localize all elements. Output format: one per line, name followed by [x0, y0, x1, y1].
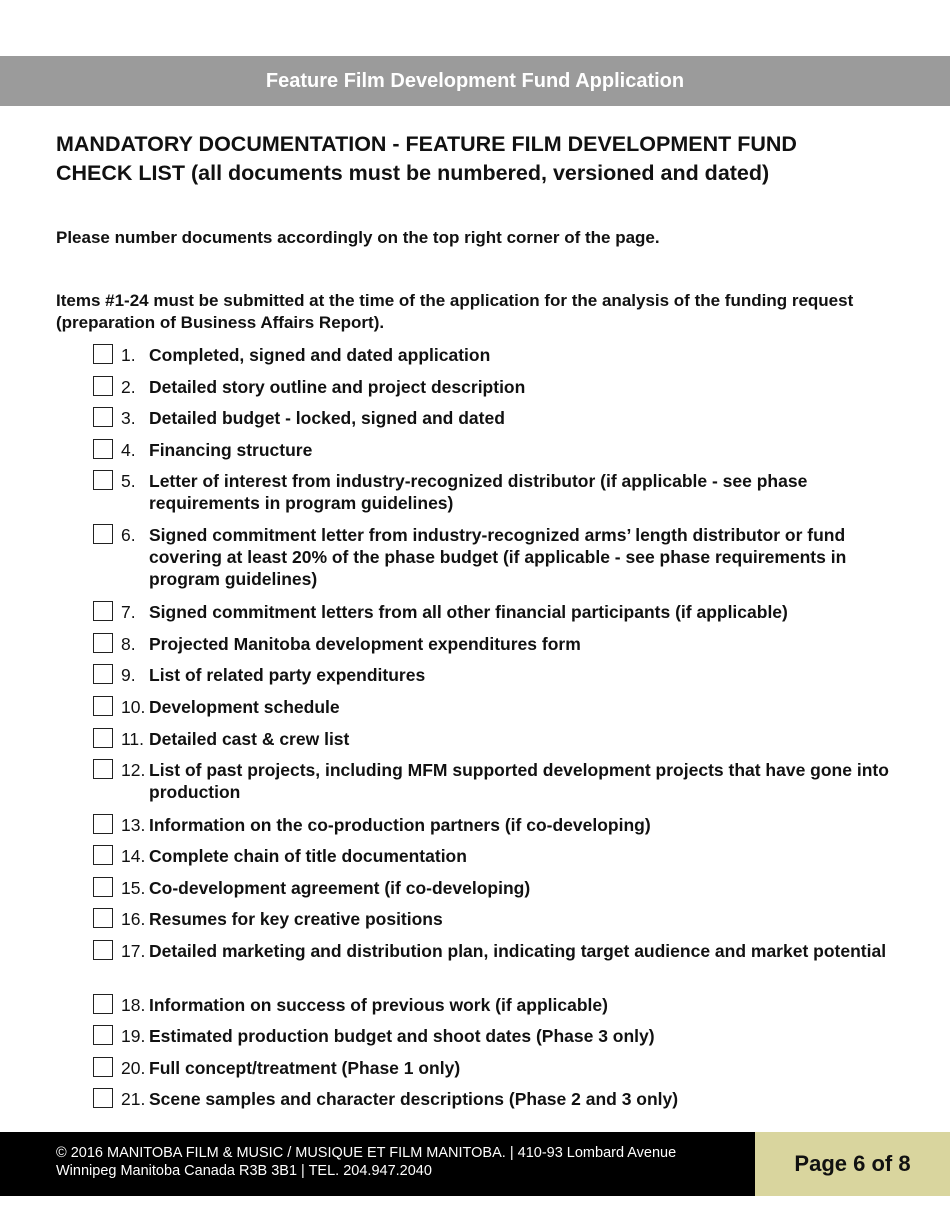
numbering-instruction: Please number documents accordingly on the top right corner of the page. [56, 228, 660, 247]
item-text: List of related party expenditures [149, 665, 426, 685]
checkbox[interactable] [93, 601, 113, 621]
item-number: 5. [121, 471, 136, 491]
checkbox[interactable] [93, 344, 113, 364]
page-title [56, 130, 906, 188]
checkbox[interactable] [93, 814, 113, 834]
item-number: 1. [121, 345, 136, 365]
item-number: 18. [121, 995, 146, 1015]
page-number-label: Page 6 of 8 [794, 1151, 911, 1176]
footer-line-1: © 2016 MANITOBA FILM & MUSIC / MUSIQUE ET FILM MANITOBA. | 410-93 Lombard Avenue [56, 1145, 677, 1161]
item-number: 17. [121, 941, 146, 961]
item-text: Information on success of previous work (if applicable) [149, 995, 608, 1015]
item-text: Resumes for key creative positions [149, 909, 443, 929]
item-number: 21. [121, 1089, 146, 1109]
checkbox[interactable] [93, 728, 113, 748]
footer-contact [56, 1144, 756, 1180]
item-text: Detailed story outline and project description [149, 377, 526, 397]
item-text: Detailed budget - locked, signed and dated [149, 408, 505, 428]
checkbox[interactable] [93, 1057, 113, 1077]
header-title: Feature Film Development Fund Application [265, 69, 685, 92]
item-number: 11. [121, 729, 145, 749]
item-number: 15. [121, 878, 146, 898]
checkbox[interactable] [93, 633, 113, 653]
item-text: Completed, signed and dated application [149, 345, 491, 365]
item-number: 3. [121, 408, 136, 428]
item-number: 6. [121, 525, 136, 545]
item-number: 7. [121, 602, 136, 622]
item-text: Full concept/treatment (Phase 1 only) [149, 1058, 461, 1078]
checkbox[interactable] [93, 524, 113, 544]
item-number: 10. [121, 697, 146, 717]
item-number: 20. [121, 1058, 146, 1078]
item-text: Signed commitment letters from all other financial participants (if applicable) [149, 602, 788, 622]
checkbox[interactable] [93, 877, 113, 897]
checkbox[interactable] [93, 664, 113, 684]
checkbox[interactable] [93, 845, 113, 865]
item-text: Detailed marketing and distribution plan, indicating target audience and market potential [149, 941, 887, 961]
header-bar [0, 56, 950, 106]
title-line-1: MANDATORY DOCUMENTATION - FEATURE FILM DEVELOPMENT FUND [56, 132, 797, 156]
item-text: Complete chain of title documentation [149, 846, 467, 866]
item-text: Estimated production budget and shoot dates (Phase 3 only) [149, 1026, 655, 1046]
item-number: 2. [121, 377, 136, 397]
submission-instruction: Items #1-24 must be submitted at the time of the application for the analysis of the funding request (preparation of Business Affairs Report). [56, 291, 854, 332]
checkbox[interactable] [93, 940, 113, 960]
footer-line-2: Winnipeg Manitoba Canada R3B 3B1 | TEL. 204.947.2040 [56, 1163, 432, 1179]
title-line-2: CHECK LIST (all documents must be numbered, versioned and dated) [56, 161, 770, 185]
item-text: Development schedule [149, 697, 340, 717]
item-number: 19. [121, 1026, 146, 1046]
item-number: 14. [121, 846, 146, 866]
item-text: List of past projects, including MFM supported development projects that have gone into production [149, 760, 889, 802]
checkbox[interactable] [93, 470, 113, 490]
checkbox[interactable] [93, 696, 113, 716]
item-text: Signed commitment letter from industry-recognized arms’ length distributor or fund covering at least 20% of the phase budget (if applicable - see phase requirements in program guidelines) [149, 525, 847, 589]
item-number: 8. [121, 634, 136, 654]
item-number: 9. [121, 665, 136, 685]
checkbox[interactable] [93, 994, 113, 1014]
item-number: 12. [121, 760, 146, 780]
checkbox[interactable] [93, 376, 113, 396]
checkbox[interactable] [93, 439, 113, 459]
item-text: Projected Manitoba development expenditures form [149, 634, 581, 654]
page-indicator [755, 1132, 950, 1196]
checkbox[interactable] [93, 1088, 113, 1108]
checkbox[interactable] [93, 908, 113, 928]
item-text: Financing structure [149, 440, 313, 460]
checkbox[interactable] [93, 759, 113, 779]
checkbox[interactable] [93, 407, 113, 427]
checkbox[interactable] [93, 1025, 113, 1045]
item-text: Detailed cast & crew list [149, 729, 350, 749]
footer [0, 1132, 950, 1196]
item-number: 16. [121, 909, 146, 929]
item-text: Letter of interest from industry-recognized distributor (if applicable - see phase requirements in program guidelines) [149, 471, 808, 513]
item-text: Information on the co-production partners (if co-developing) [149, 815, 651, 835]
item-number: 4. [121, 440, 136, 460]
item-text: Scene samples and character descriptions (Phase 2 and 3 only) [149, 1089, 679, 1109]
item-text: Co-development agreement (if co-developing) [149, 878, 531, 898]
item-number: 13. [121, 815, 146, 835]
